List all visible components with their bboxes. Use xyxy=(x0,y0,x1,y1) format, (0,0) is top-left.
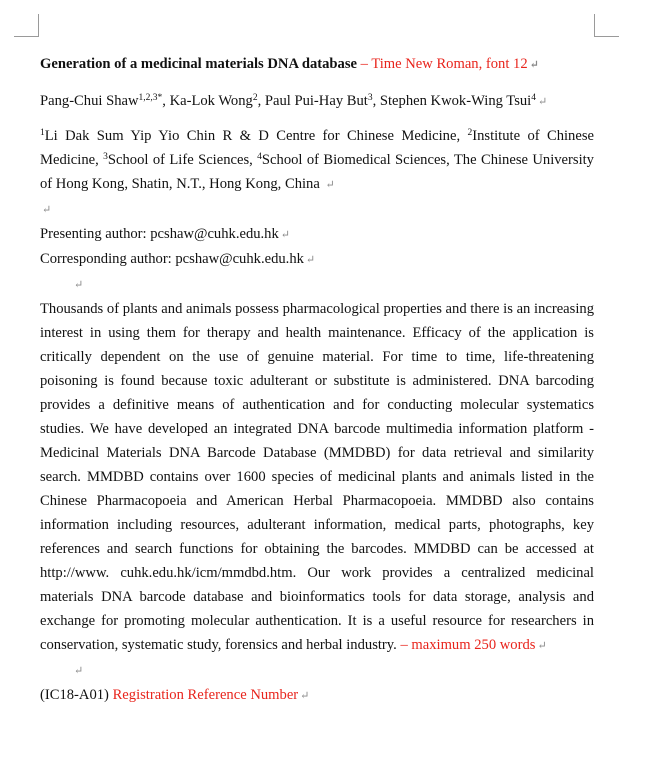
paragraph-mark: ↵ xyxy=(529,59,539,71)
paragraph-mark: ↵ xyxy=(538,96,548,108)
abstract-body: Thousands of plants and animals possess pharmacological properties and there is an increasing interest in using them for therapy and health maintenance. Efficacy of the application is critically dependent on the use of genuine material. For time to time, life-threatening poisoning is found because toxic adulterant or substitute is administered. DNA barcoding provides a definitive means of authentication and for conducting molecular systematics studies. We have developed an integrated DNA barcode multimedia information platform - Medicinal Materials DNA Barcode Database (MMDBD) for data retrieval and similarity search. MMDBD contains over 1600 species of medicinal plants and animals listed in the Chinese Pharmacopoeia and American Herbal Pharmacopoeia. MMDBD also contains information including resources, adulterant information, medical parts, photographs, key references and search functions for obtaining the barcodes. MMDBD can be accessed at http://www. cuhk.edu.hk/icm/mmdbd.htm. Our work provides a centralized medicinal materials DNA barcode database and bioinformatics tools for data storage, analysis and exchange for promoting molecular authentication. It is a useful resource for researchers in conservation, systematic study, forensics and herbal industry. xyxy=(40,301,594,653)
reference-note: Registration Reference Number xyxy=(112,687,299,703)
presenting-author xyxy=(40,222,594,247)
paragraph-mark: ↵ xyxy=(305,254,316,266)
presenting-author-text: Presenting author: pcshaw@cuhk.edu.hk xyxy=(40,226,279,242)
affiliation-text: School of Life Sciences, xyxy=(107,152,258,168)
paragraph-mark: ↵ xyxy=(325,179,335,191)
empty-paragraph xyxy=(40,658,594,683)
author-name: Ka-Lok Wong xyxy=(169,93,253,109)
author-name: Stephen Kwok-Wing Tsui xyxy=(379,93,532,109)
paragraph-mark: ↵ xyxy=(537,640,547,652)
author-affiliation-sup: 2 xyxy=(252,93,258,103)
author-affiliation-sup: 3 xyxy=(367,93,373,103)
paragraph-mark: ↵ xyxy=(42,204,52,216)
affiliation-sup: 1 xyxy=(40,128,45,138)
affiliation-sup: 2 xyxy=(467,128,473,138)
author-separator: , xyxy=(162,93,170,109)
affiliation-text: Institute of Chinese Medicine, xyxy=(40,128,594,168)
author-name: Paul Pui-Hay But xyxy=(264,93,368,109)
paragraph-mark: ↵ xyxy=(300,690,310,702)
author-name: Pang-Chui Shaw xyxy=(40,93,139,109)
abstract-paragraph xyxy=(40,297,594,658)
author-affiliation-sup: 1,2,3* xyxy=(138,93,163,103)
empty-paragraph xyxy=(40,272,594,297)
reference-code: (IC18-A01) xyxy=(40,687,113,703)
document-body[interactable] xyxy=(40,52,594,708)
affiliation-sup: 4 xyxy=(257,152,262,162)
corresponding-author-text: Corresponding author: pcshaw@cuhk.edu.hk xyxy=(40,251,304,267)
paragraph-mark: ↵ xyxy=(74,279,84,291)
paper-title xyxy=(40,52,594,77)
author-separator: , xyxy=(372,93,380,109)
paragraph-mark: ↵ xyxy=(280,229,290,241)
crop-mark-top-left xyxy=(14,14,39,37)
spacer xyxy=(40,77,594,89)
corresponding-author xyxy=(40,247,594,272)
empty-paragraph xyxy=(40,197,594,222)
spacer xyxy=(40,114,594,124)
reference-line xyxy=(40,683,594,708)
affiliations xyxy=(40,124,594,197)
title-font-note: – Time New Roman, font 12 xyxy=(356,56,528,72)
crop-mark-top-right xyxy=(594,14,619,37)
author-list xyxy=(40,89,594,114)
title-text: Generation of a medicinal materials DNA database xyxy=(40,56,357,72)
author-affiliation-sup: 4 xyxy=(531,93,536,103)
word-limit-note: – maximum 250 words xyxy=(396,637,536,653)
affiliation-sup: 3 xyxy=(103,152,108,162)
affiliation-text: School of Biomedical Sciences, The Chinese University of Hong Kong, Shatin, N.T., Hong Kong, China xyxy=(40,152,594,192)
paragraph-mark: ↵ xyxy=(74,665,84,677)
author-separator: , xyxy=(257,93,265,109)
affiliation-text: Li Dak Sum Yip Yio Chin R & D Centre for Chinese Medicine, xyxy=(44,128,468,144)
